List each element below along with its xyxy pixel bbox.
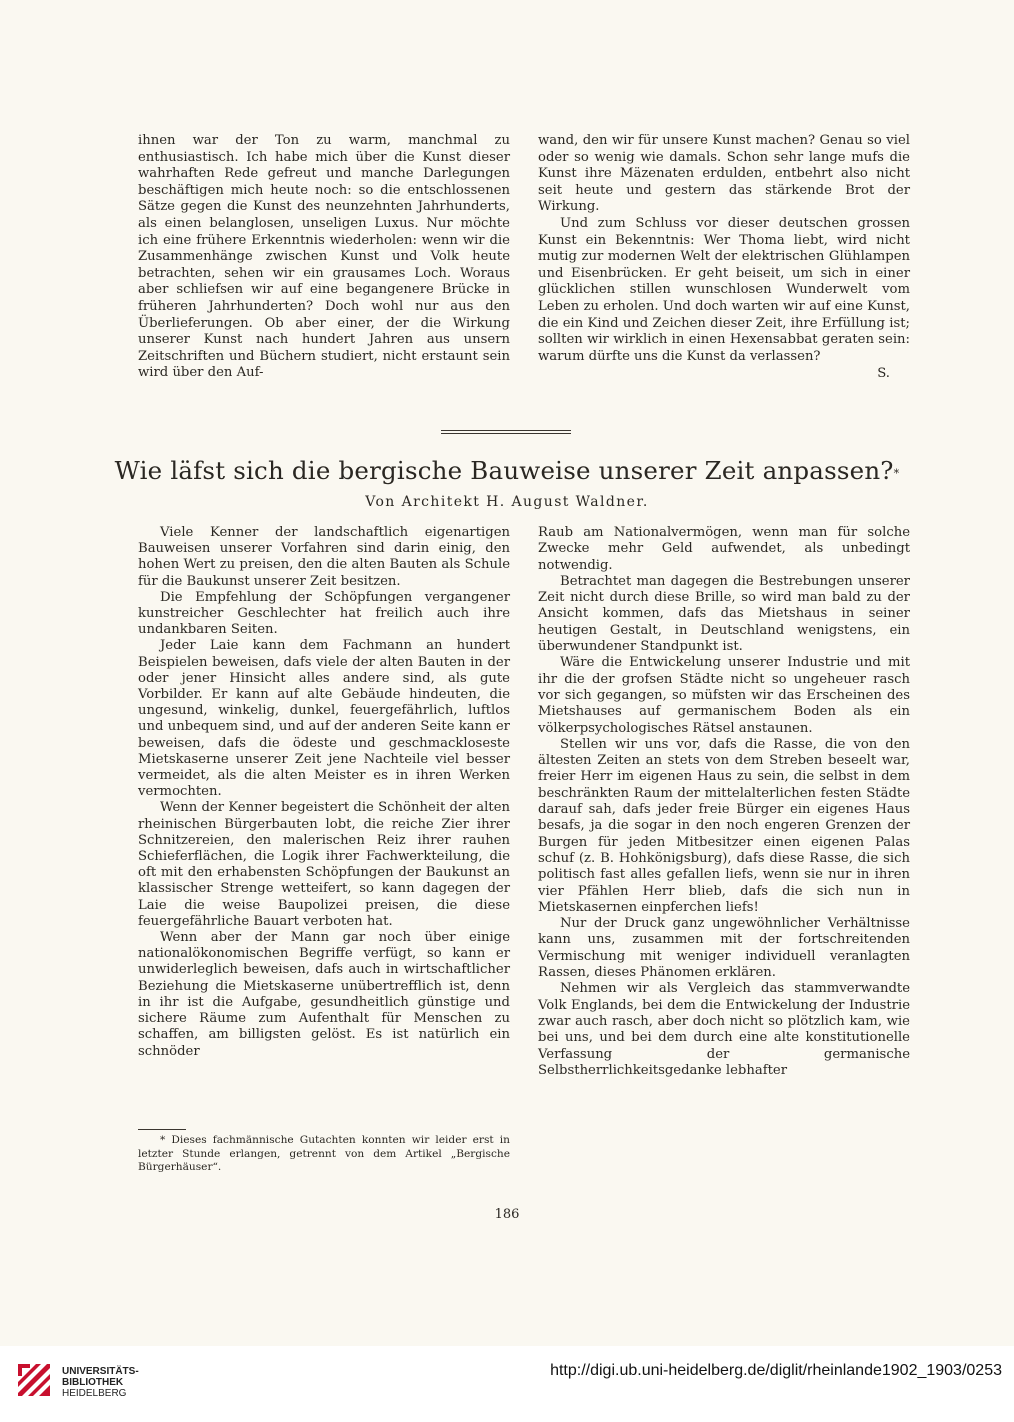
paragraph: Nur der Druck ganz ungewöhnlicher Verhältnisse kann uns, zusammen mit der fortschreitenden Vermischung mit weniger individuell veranlagten Rassen, dieses Phänomen erklären. (538, 916, 910, 981)
heidelberg-library-logo-icon[interactable] (14, 1360, 54, 1406)
section-divider (441, 430, 571, 436)
paragraph: Wenn aber der Mann gar noch über einige nationalökonomischen Begriffe verfügt, so kann er unwiderleglich beweisen, dafs auch in wirtschaftlicher Beziehung die Mietskaserne unübertrefflich ist, denn in ihr ist die Aufgabe, gesundheitlich günstige und sichere Räume zum Aufenthalt für Menschen zu schaffen, am billigsten gelöst. Es ist natürlich ein schnöder (138, 930, 510, 1059)
article-title (100, 456, 914, 485)
page-number: 186 (494, 1207, 520, 1222)
paragraph: Die Empfehlung der Schöpfungen vergangener kunstreicher Geschlechter hat freilich auch ihre undankbaren Seiten. (138, 589, 510, 638)
footnote-rule (138, 1129, 186, 1130)
top-right-column (538, 133, 910, 383)
viewer-footer (0, 1346, 1014, 1422)
footnote-mark: * (893, 467, 900, 480)
footnote-text: * Dieses fachmännische Gutachten konnten wir leider erst in letzter Stunde erlangen, getrennt von dem Artikel „Bergische Bürgerhäuser“. (138, 1134, 510, 1173)
paragraph: Und zum Schluss vor dieser deutschen grossen Kunst ein Bekenntnis: Wer Thoma liebt, wird nicht mutig zur modernen Welt der elektrischen Glühlampen und Eisenbrücken. Er geht beiseit, um sich in einer glücklichen stillen wunschlosen Wunderwelt vom Leben zu erholen. Und doch warten wir auf eine Kunst, die ein Kind und Zeichen dieser Zeit, ihre Erfüllung ist; sollten wir wirklich in einen Hexensabbat geraten sein: warum dürfte uns die Kunst da verlassen? (538, 215, 910, 364)
paragraph: wand, den wir für unsere Kunst machen? Genau so viel oder so wenig wie damals. Schon sehr lange mufs die Kunst ihre Mäzenaten erdulden, entbehrt also nicht seit heute und gestern das stärkende Brot der Wirkung. (538, 133, 910, 215)
article-byline: Von Architekt H. August Waldner. (365, 494, 649, 510)
top-left-column (138, 133, 510, 382)
library-name-line: UNIVERSITÄTS- (62, 1366, 139, 1377)
paragraph: Stellen wir uns vor, dafs die Rasse, die von den ältesten Zeiten an stets von dem Streben beseelt war, freier Herr im eigenen Haus zu sein, die selbst in dem beschränkten Raum der mittelalterlichen festen Städte darauf sah, dafs jeder freie Bürger ein eigenes Haus besafs, ja die sogar in den noch engeren Grenzen der Burgen für jeden Mitbesitzer einen eigenen Palas schuf (z. B. Hohkönigsburg), dafs diese Rasse, die sich politisch fast alles gefallen liefs, wenn sie nur in ihren vier Pfählen Herr blieb, dafs die sich nun in Mietskasernen einpferchen liefs! (538, 736, 910, 915)
article-title-text: Wie läfst sich die bergische Bauweise unserer Zeit anpassen? (114, 456, 894, 485)
library-name-line: BIBLIOTHEK (62, 1377, 124, 1388)
paragraph: Nehmen wir als Vergleich das stammverwandte Volk Englands, bei dem die Entwickelung der Industrie zwar auch rasch, aber doch nicht so plötzlich kam, wie bei uns, und bei dem durch eine alte konstitutionelle Verfassung der germanische Selbstherrlichkeitsgedanke lebhafter (538, 981, 910, 1078)
paragraph: Wäre die Entwickelung unserer Industrie und mit ihr die der grofsen Städte nicht so ungeheuer rasch vor sich gegangen, so müfsten wir das Erscheinen des Mietshauses auf germanischem Boden als ein völkerpsychologisches Rätsel anstaunen. (538, 655, 910, 736)
paragraph: Betrachtet man dagegen die Bestrebungen unserer Zeit nicht durch diese Brille, so wird man bald zu der Ansicht kommen, dafs das Mietshaus in seiner heutigen Gestalt, in Deutschland wenigstens, ein überwundener Standpunkt ist. (538, 573, 910, 655)
paragraph: Viele Kenner der landschaftlich eigenartigen Bauweisen unserer Vorfahren sind darin einig, den hohen Wert zu preisen, den die alten Bauten als Schule für die Baukunst unserer Zeit besitzen. (138, 525, 510, 589)
main-right-column (538, 525, 910, 1079)
signature: S. (877, 366, 890, 382)
library-name[interactable] (62, 1366, 139, 1399)
library-name-line: HEIDELBERG (62, 1388, 127, 1399)
paragraph: ihnen war der Ton zu warm, manchmal zu enthusiastisch. Ich habe mich über die Kunst dieser wahrhaften Rede gefreut und manche Darlegungen beschäftigen mich heute noch: so die entschlossenen Sätze gegen die Kunst des neunzehnten Jahrhunderts, als einen belanglosen, unseligen Luxus. Nur möchte ich eine frühere Erkenntnis wiederholen: wenn wir die Zusammenhänge zwischen Kunst und Volk heute betrachten, sehen wir ein grausames Loch. Woraus aber schliefsen wir auf eine begangenere Brücke in früheren Jahrhunderten? Doch wohl nur aus den Überlieferungen. Ob aber einer, der die Wirkung unserer Kunst nach hundert Jahren aus unsern Zeitschriften und Büchern studiert, nicht erstaunt sein wird über den Auf- (138, 133, 510, 381)
footnote (138, 1134, 510, 1175)
main-left-column (138, 525, 510, 1060)
paragraph: Wenn der Kenner begeistert die Schönheit der alten rheinischen Bürgerbauten lobt, die reiche Zier ihrer Schnitzereien, den malerischen Reiz ihrer rauhen Schieferflächen, die Logik ihrer Fachwerkteilung, die oft mit den erhabensten Schöpfungen der Baukunst an klassischer Strenge wetteifert, so kann dagegen der Laie die weise Baupolizei preisen, die diese feuergefährliche Bauart verboten hat. (138, 800, 510, 929)
paragraph: Jeder Laie kann dem Fachmann an hundert Beispielen beweisen, dafs viele der alten Bauten in der oder jener Hinsicht alles andere sind, als gute Vorbilder. Er kann auf alte Gebäude hindeuten, die ungesund, winkelig, dunkel, feuergefährlich, luftlos und unbequem sind, und auf der anderen Seite kann er beweisen, dafs die ödeste und geschmackloseste Mietskaserne unserer Zeit jene Nachteile viel besser vermeidet, als die alten Meister es in ihren Werken vermochten. (138, 638, 510, 800)
source-url-link[interactable]: http://digi.ub.uni-heidelberg.de/diglit/rheinlande1902_1903/0253 (550, 1362, 1002, 1379)
paragraph: Raub am Nationalvermögen, wenn man für solche Zwecke mehr Geld aufwendet, als unbedingt notwendig. (538, 525, 910, 573)
